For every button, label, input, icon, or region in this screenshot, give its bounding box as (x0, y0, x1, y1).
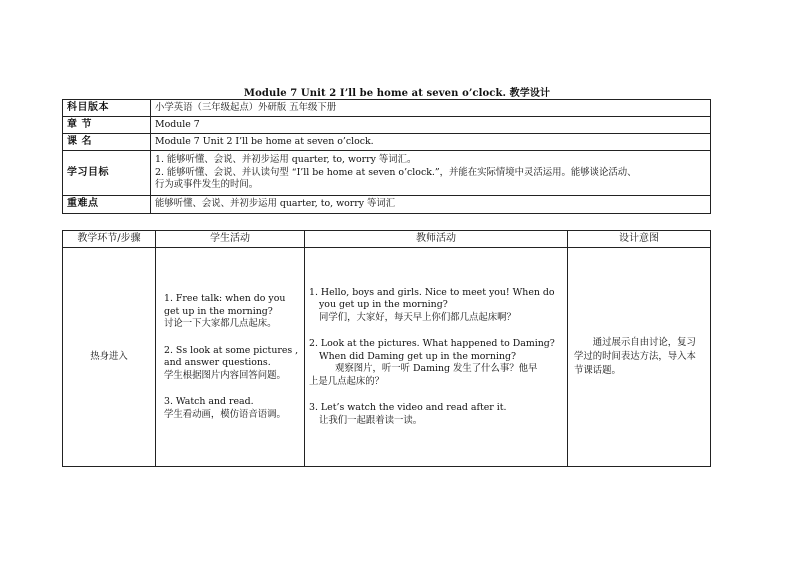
teacher-activities (305, 248, 568, 467)
step-name: 热身进入 (63, 248, 156, 467)
teacher-line: 2. Look at the pictures. What happened to Daming? (309, 338, 555, 350)
design-intent: 通过展示自由讨论，复习学过的时间表达方法，导入本节课话题。 (568, 248, 711, 467)
header-student: 学生活动 (156, 231, 305, 248)
info-label: 重难点 (63, 196, 151, 214)
course-info-table (62, 99, 711, 214)
plan-row-warmup (63, 248, 711, 467)
info-value: 能够听懂、会说、并初步运用 quarter, to, worry 等词汇 (151, 196, 711, 214)
objective-line: 1. 能够听懂、会说、并初步运用 quarter, to, worry 等词汇。 (155, 154, 417, 166)
info-value: 小学英语（三年级起点）外研版 五年级下册 (151, 100, 711, 117)
student-line: 学生根据图片内容回答问题。 (164, 369, 286, 381)
objective-line: 行为或事件发生的时间。 (155, 179, 259, 191)
objective-line: 2. 能够听懂、会说、并认读句型 “I’ll be home at seven o’clock.”，并能在实际情境中灵活运用。能够谈论活动、 (155, 166, 637, 178)
teaching-plan-table (62, 230, 711, 467)
info-label: 学习目标 (63, 151, 151, 196)
teacher-line: 上是几点起床的？ (309, 375, 385, 387)
header-teacher: 教师活动 (305, 231, 568, 248)
objectives-text (151, 151, 711, 196)
student-line: get up in the morning? (164, 305, 273, 317)
info-label: 课 名 (63, 134, 151, 151)
student-line: 讨论一下大家都几点起床。 (164, 318, 277, 329)
header-step: 教学环节/步骤 (63, 231, 156, 248)
info-label: 章 节 (63, 117, 151, 134)
plan-header-row (63, 231, 711, 248)
student-line: 3. Watch and read. (164, 396, 254, 407)
info-value: Module 7 Unit 2 I’ll be home at seven o’clock. (151, 134, 711, 151)
document-title: Module 7 Unit 2 I’ll be home at seven o’clock. 教学设计 (243, 88, 551, 99)
student-activities (156, 248, 305, 467)
student-line: and answer questions. (164, 357, 271, 368)
info-row-subject (63, 100, 711, 117)
teacher-line: When did Daming get up in the morning? (319, 350, 517, 362)
teacher-line: you get up in the morning? (319, 299, 448, 311)
teacher-line: 观察图片，听一听 Daming 发生了什么事？他早 (335, 363, 538, 375)
info-row-chapter (63, 117, 711, 134)
teacher-line: 让我们一起跟着读一读。 (319, 414, 423, 426)
student-line: 2. Ss look at some pictures , (164, 344, 299, 356)
student-line: 学生看动画，模仿语音语调。 (164, 408, 286, 420)
info-label: 科目版本 (63, 100, 151, 117)
info-value: Module 7 (151, 117, 711, 134)
info-row-key-points (63, 196, 711, 214)
student-line: 1. Free talk: when do you (164, 293, 286, 304)
header-intent: 设计意图 (568, 231, 711, 248)
teacher-line: 3. Let’s watch the video and read after it. (309, 402, 507, 414)
info-row-objectives (63, 151, 711, 196)
teacher-line: 同学们，大家好，每天早上你们都几点起床啊？ (319, 311, 516, 323)
teacher-line: 1. Hello, boys and girls. Nice to meet you! When do (309, 286, 555, 298)
info-row-lesson (63, 134, 711, 151)
